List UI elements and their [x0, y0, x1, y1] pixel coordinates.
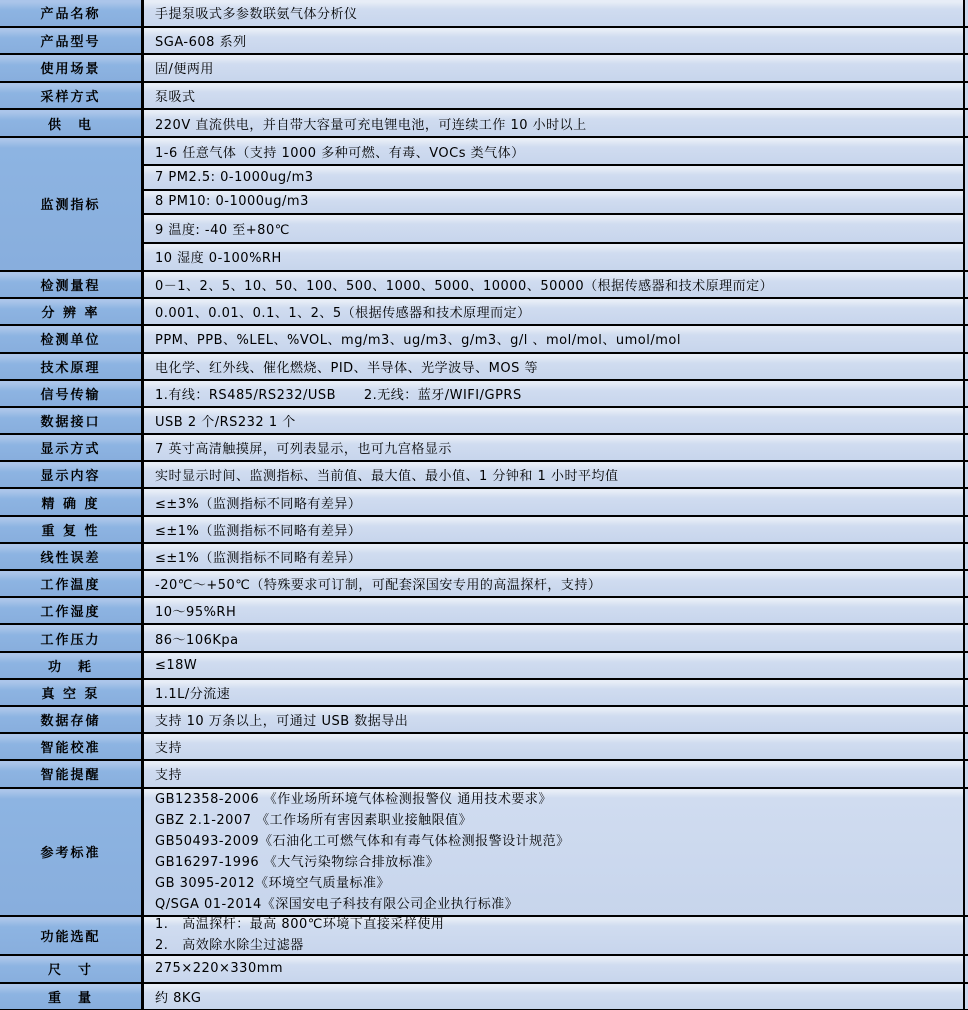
row-value-line: GB16297-1996 《大气污染物综合排放标准》 — [155, 854, 440, 870]
row-value-column — [144, 408, 965, 433]
row-label: 显示内容 — [0, 462, 144, 487]
row-label: 参考标准 — [0, 789, 144, 915]
row-value-column — [144, 110, 965, 136]
row-label: 功能选配 — [0, 917, 144, 954]
row-value-column — [144, 28, 965, 54]
row-value: 7 英寸高清触摸屏，可列表显示，也可九宫格显示 — [144, 435, 963, 460]
row-value: PPM、PPB、%LEL、%VOL、mg/m3、ug/m3、g/m3、g/l 、mol/mol、umol/mol — [144, 326, 963, 351]
table-row — [0, 462, 968, 489]
row-value-column — [144, 544, 965, 569]
row-label: 数据接口 — [0, 408, 144, 433]
row-value-column — [144, 0, 965, 26]
row-value-column — [144, 381, 965, 406]
row-value: 支持 — [144, 734, 963, 759]
row-label: 采样方式 — [0, 83, 144, 109]
row-value-column — [144, 326, 965, 351]
row-value-column — [144, 653, 965, 678]
table-row — [0, 83, 968, 111]
row-label: 重 量 — [0, 984, 144, 1009]
row-value: 固/便两用 — [144, 55, 963, 81]
row-value: 1.有线：RS485/RS232/USB 2.无线：蓝牙/WIFI/GPRS — [144, 381, 963, 406]
row-value: ≤±3%（监测指标不同略有差异） — [144, 489, 963, 514]
row-label: 重 复 性 — [0, 517, 144, 542]
row-value: USB 2 个/RS232 1 个 — [144, 408, 963, 433]
row-value-column — [144, 517, 965, 542]
row-value-column — [144, 707, 965, 732]
row-value-line: GB12358-2006 《作业场所环境气体检测报警仪 通用技术要求》 — [155, 791, 552, 807]
table-row — [0, 789, 968, 917]
row-value-line: 10 湿度 0-100%RH — [144, 244, 963, 270]
row-value-column — [144, 55, 965, 81]
table-row — [0, 326, 968, 353]
row-label: 精 确 度 — [0, 489, 144, 514]
row-value-column — [144, 272, 965, 297]
row-value-column — [144, 598, 965, 623]
row-label: 产品型号 — [0, 28, 144, 54]
row-label: 工作温度 — [0, 571, 144, 596]
row-value-column — [144, 435, 965, 460]
table-row — [0, 680, 968, 707]
table-row — [0, 272, 968, 299]
row-value: -20℃～+50℃（特殊要求可订制，可配套深国安专用的高温探杆，支持） — [144, 571, 963, 596]
row-label: 信号传输 — [0, 381, 144, 406]
table-row — [0, 956, 968, 984]
row-value-column — [144, 83, 965, 109]
row-value-column — [144, 680, 965, 705]
row-label: 工作压力 — [0, 625, 144, 650]
row-label: 使用场景 — [0, 55, 144, 81]
row-value: 0－1、2、5、10、50、100、500、1000、5000、10000、50000（根据传感器和技术原理而定） — [144, 272, 963, 297]
row-value: SGA-608 系列 — [144, 28, 963, 54]
table-row — [0, 571, 968, 598]
table-row — [0, 354, 968, 381]
table-row — [0, 110, 968, 138]
table-row — [0, 408, 968, 435]
row-value-line: GBZ 2.1-2007 《工作场所有害因素职业接触限值》 — [155, 812, 473, 828]
row-value-column — [144, 984, 965, 1009]
row-label: 检测单位 — [0, 326, 144, 351]
row-value-column — [144, 354, 965, 379]
row-value: 支持 — [144, 761, 963, 786]
row-value: 1.1L/分流速 — [144, 680, 963, 705]
row-value-column — [144, 299, 965, 324]
row-value-column — [144, 571, 965, 596]
table-row — [0, 435, 968, 462]
row-value: 86～106Kpa — [144, 625, 963, 650]
table-row — [0, 28, 968, 56]
table-row — [0, 381, 968, 408]
table-row — [0, 299, 968, 326]
row-value-column — [144, 138, 965, 270]
row-value-line: 9 温度: -40 至+80℃ — [144, 215, 963, 243]
table-row — [0, 625, 968, 652]
row-label: 检测量程 — [0, 272, 144, 297]
row-value-column — [144, 734, 965, 759]
table-row — [0, 55, 968, 83]
row-value: 支持 10 万条以上，可通过 USB 数据导出 — [144, 707, 963, 732]
row-label: 真 空 泵 — [0, 680, 144, 705]
row-value: 实时显示时间、监测指标、当前值、最大值、最小值、1 分钟和 1 小时平均值 — [144, 462, 963, 487]
row-label: 监测指标 — [0, 138, 144, 270]
row-label: 线性误差 — [0, 544, 144, 569]
row-value: 220V 直流供电，并自带大容量可充电锂电池，可连续工作 10 小时以上 — [144, 110, 963, 136]
row-value-line: 7 PM2.5: 0-1000ug/m3 — [144, 166, 963, 190]
row-value-column — [144, 789, 965, 915]
table-row — [0, 598, 968, 625]
row-value-line: Q/SGA 01-2014《深国安电子科技有限公司企业执行标准》 — [155, 896, 519, 912]
row-value: 10～95%RH — [144, 598, 963, 623]
row-label: 功 耗 — [0, 653, 144, 678]
table-row — [0, 761, 968, 788]
row-value: 0.001、0.01、0.1、1、2、5（根据传感器和技术原理而定） — [144, 299, 963, 324]
row-value-line: GB 3095-2012《环境空气质量标准》 — [155, 875, 390, 891]
row-label: 产品名称 — [0, 0, 144, 26]
row-label: 工作湿度 — [0, 598, 144, 623]
table-row — [0, 707, 968, 734]
row-value: 电化学、红外线、催化燃烧、PID、半导体、光学波导、MOS 等 — [144, 354, 963, 379]
row-label: 智能提醒 — [0, 761, 144, 786]
row-value-column — [144, 625, 965, 650]
row-value-column — [144, 917, 965, 954]
row-value: ≤±1%（监测指标不同略有差异） — [144, 517, 963, 542]
row-value-line: 1-6 任意气体（支持 1000 多种可燃、有毒、VOCs 类气体） — [144, 138, 963, 166]
row-value-column — [144, 761, 965, 786]
row-value-line: 1. 高温探杆：最高 800℃环境下直接采样使用 — [155, 917, 445, 933]
row-value-column — [144, 956, 965, 982]
table-row — [0, 544, 968, 571]
row-value: 手提泵吸式多参数联氨气体分析仪 — [144, 0, 963, 26]
table-row — [0, 653, 968, 680]
table-row — [0, 917, 968, 956]
row-value: ≤±1%（监测指标不同略有差异） — [144, 544, 963, 569]
table-row — [0, 489, 968, 516]
table-row — [0, 517, 968, 544]
row-value-line: GB50493-2009《石油化工可燃气体和有毒气体检测报警设计规范》 — [155, 833, 570, 849]
row-label: 数据存储 — [0, 707, 144, 732]
row-label: 分 辨 率 — [0, 299, 144, 324]
row-value: 约 8KG — [144, 984, 963, 1009]
row-value-column — [144, 489, 965, 514]
row-label: 尺 寸 — [0, 956, 144, 982]
row-value-line: 2. 高效除水除尘过滤器 — [155, 938, 304, 954]
row-label: 显示方式 — [0, 435, 144, 460]
row-label: 智能校准 — [0, 734, 144, 759]
row-label: 供 电 — [0, 110, 144, 136]
row-value: 泵吸式 — [144, 83, 963, 109]
table-row — [0, 138, 968, 272]
table-row — [0, 0, 968, 28]
row-value-column — [144, 462, 965, 487]
row-label: 技术原理 — [0, 354, 144, 379]
table-row — [0, 734, 968, 761]
table-row — [0, 984, 968, 1010]
row-value: ≤18W — [144, 653, 963, 678]
row-value: 275×220×330mm — [144, 956, 963, 982]
row-value-line: 8 PM10: 0-1000ug/m3 — [144, 191, 963, 215]
